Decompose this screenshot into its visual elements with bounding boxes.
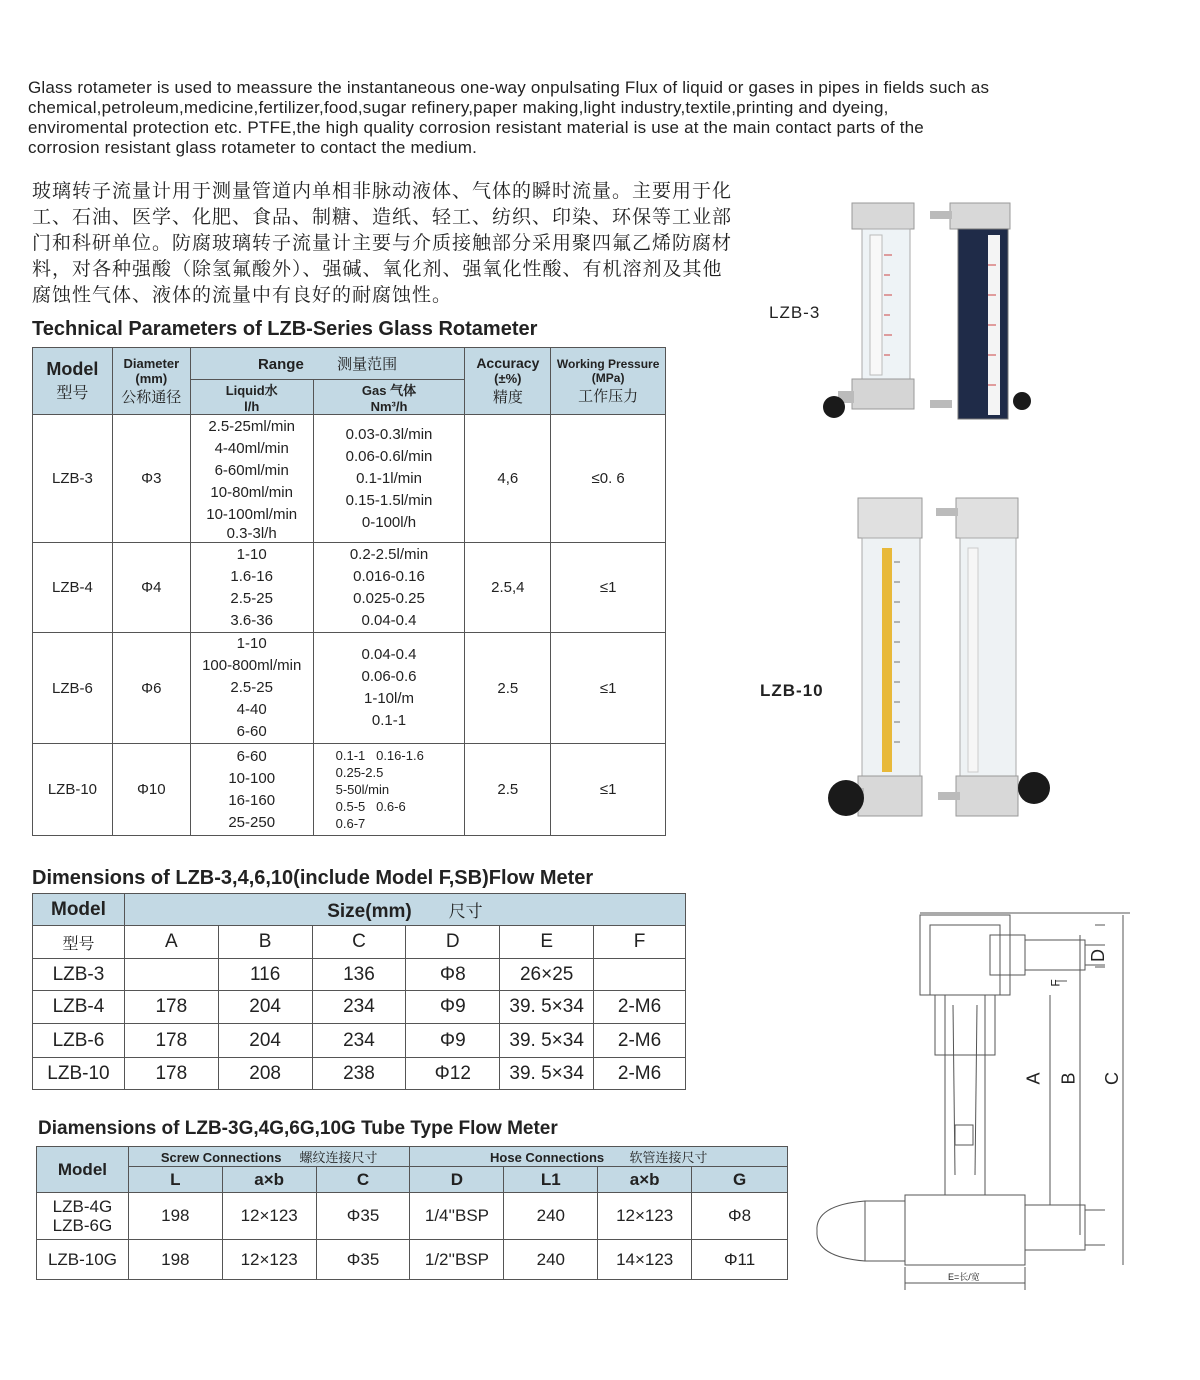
intro-cn-line: 料，对各种强酸（除氢氟酸外）、强碱、氧化剂、强氧化性酸、有机溶剂及其他 (32, 258, 723, 280)
table3-title: Diamensions of LZB-3G,4G,6G,10G Tube Type Flow Meter (38, 1118, 558, 1139)
drawing-label-a: A (1023, 1072, 1044, 1085)
header-model: Model (33, 894, 125, 926)
intro-chinese (32, 178, 807, 308)
header-pressure: Working Pressure (MPa) 工作压力 (551, 348, 666, 415)
tube-type-table: Model Screw Connections 螺纹连接尺寸 Hose Connections 软管连接尺寸 L a×b C D L1 a×b G LZB-4G LZB-6G 198 12×123 Φ35 1/4''BSP 240 12×123 Φ8 LZB-10G 198 12×123 Φ35 1/2''BSP 240 14×123 Φ11 (36, 1146, 788, 1280)
intro-cn-line: 工、石油、医学、化肥、食品、制糖、造纸、轻工、纺织、印染、环保等工业部 (32, 206, 733, 228)
tech-params-table (32, 347, 666, 836)
drawing-label-c: C (1102, 1072, 1122, 1085)
header-gas: Gas 气体 Nm³/h (313, 380, 465, 415)
header-diameter: Diameter (mm) 公称通径 (112, 348, 190, 415)
table-row: LZB-3 Φ3 2.5-25ml/min 4-40ml/min 6-60ml/min 10-80ml/min 10-100ml/min 0.3-3l/h 0.03-0.3l/min 0.06-0.6l/min 0.1-1l/min 0.15-1.5l/min 0-100l/h 4,6 ≤0. 6 (33, 415, 666, 543)
table-row: LZB-10 Φ10 6-60 10-100 16-160 25-250 0.1-1 0.16-1.6 0.25-2.5 5-50l/min 0.5-5 0.6-6 0.6-7 2.5 ≤1 (33, 744, 666, 836)
lzb10-left-meter (828, 498, 922, 816)
drawing-label-f: F (1048, 979, 1063, 987)
intro-cn-line: 门和科研单位。防腐玻璃转子流量计主要与介质接触部分采用聚四氟乙烯防腐材 (32, 232, 733, 254)
header-screw: Screw Connections 螺纹连接尺寸 (128, 1147, 410, 1167)
dimensions-table: Model Size(mm) 尺寸 型号 A B C D E F LZB-3 116 136 Φ8 26×25 LZB-4 178 204 234 Φ9 39. 5×34 2-M6 LZB-6 178 204 234 Φ9 39. 5×34 2-M6 LZB-10 178 208 238 Φ12 39. 5×34 2-M6 (32, 893, 686, 1090)
table-row: LZB-6 Φ6 1-10 100-800ml/min 2.5-25 4-40 6-60 0.04-0.4 0.06-0.6 1-10l/m 0.1-1 2.5 ≤1 (33, 633, 666, 744)
header-hose: Hose Connections 软管连接尺寸 (410, 1147, 788, 1167)
lzb10-photo (820, 492, 1060, 828)
table-row: LZB-4 178 204 234 Φ9 39. 5×34 2-M6 (33, 991, 686, 1024)
intro-cn-line: 腐蚀性气体、液体的流量中有良好的耐腐蚀性。 (32, 284, 453, 306)
header-range: Range 测量范围 (190, 348, 465, 380)
header-accuracy: Accuracy (±%) 精度 (465, 348, 551, 415)
intro-english (28, 78, 1148, 158)
table-row: LZB-4 Φ4 1-10 1.6-16 2.5-25 3.6-36 0.2-2.5l/min 0.016-0.16 0.025-0.25 0.04-0.4 2.5,4 ≤1 (33, 543, 666, 633)
lzb3-photo (810, 195, 1040, 435)
table-row: LZB-6 178 204 234 Φ9 39. 5×34 2-M6 (33, 1024, 686, 1058)
lzb3-left-meter (823, 203, 914, 418)
intro-en-line: enviromental protection etc. PTFE,the high quality corrosion resistant material is use at the main contact parts of the (28, 118, 924, 137)
intro-en-line: chemical,petroleum,medicine,fertilizer,food,sugar refinery,paper making,light industry,textile,printing and dyeing, (28, 98, 889, 117)
lzb10-label: LZB-10 (760, 681, 824, 700)
header-liquid: Liquid水 l/h (190, 380, 313, 415)
table-row: LZB-10 178 208 238 Φ12 39. 5×34 2-M6 (33, 1058, 686, 1090)
lzb10-right-meter (936, 498, 1050, 816)
drawing-label-b: B (1058, 1072, 1079, 1085)
subheader-model: 型号 (33, 926, 125, 959)
drawing-label-e: E=长/宽 (948, 1272, 980, 1282)
table-row: LZB-4G LZB-6G 198 12×123 Φ35 1/4''BSP 240 12×123 Φ8 (37, 1193, 788, 1240)
header-model: Model 型号 (33, 348, 113, 415)
lzb3-label: LZB-3 (769, 303, 821, 322)
table1-title: Technical Parameters of LZB-Series Glass Rotameter (32, 318, 538, 340)
intro-en-line: corrosion resistant glass rotameter to contact the medium. (28, 138, 478, 157)
header-size: Size(mm) 尺寸 (124, 894, 685, 926)
lzb3-right-meter (930, 203, 1031, 419)
header-model: Model (37, 1147, 129, 1193)
dimension-drawing (805, 905, 1145, 1295)
intro-en-line: Glass rotameter is used to meassure the instantaneous one-way onpulsating Flux of liquid or gases in pipes in fields such as (28, 78, 990, 97)
drawing-label-d: D (1088, 949, 1108, 962)
table2-title: Dimensions of LZB-3,4,6,10(include Model F,SB)Flow Meter (32, 867, 594, 889)
table-row: LZB-10G 198 12×123 Φ35 1/2''BSP 240 14×123 Φ11 (37, 1240, 788, 1280)
intro-cn-line: 玻璃转子流量计用于测量管道内单相非脉动液体、气体的瞬时流量。主要用于化 (32, 180, 733, 202)
table-row: LZB-3 116 136 Φ8 26×25 (33, 959, 686, 991)
